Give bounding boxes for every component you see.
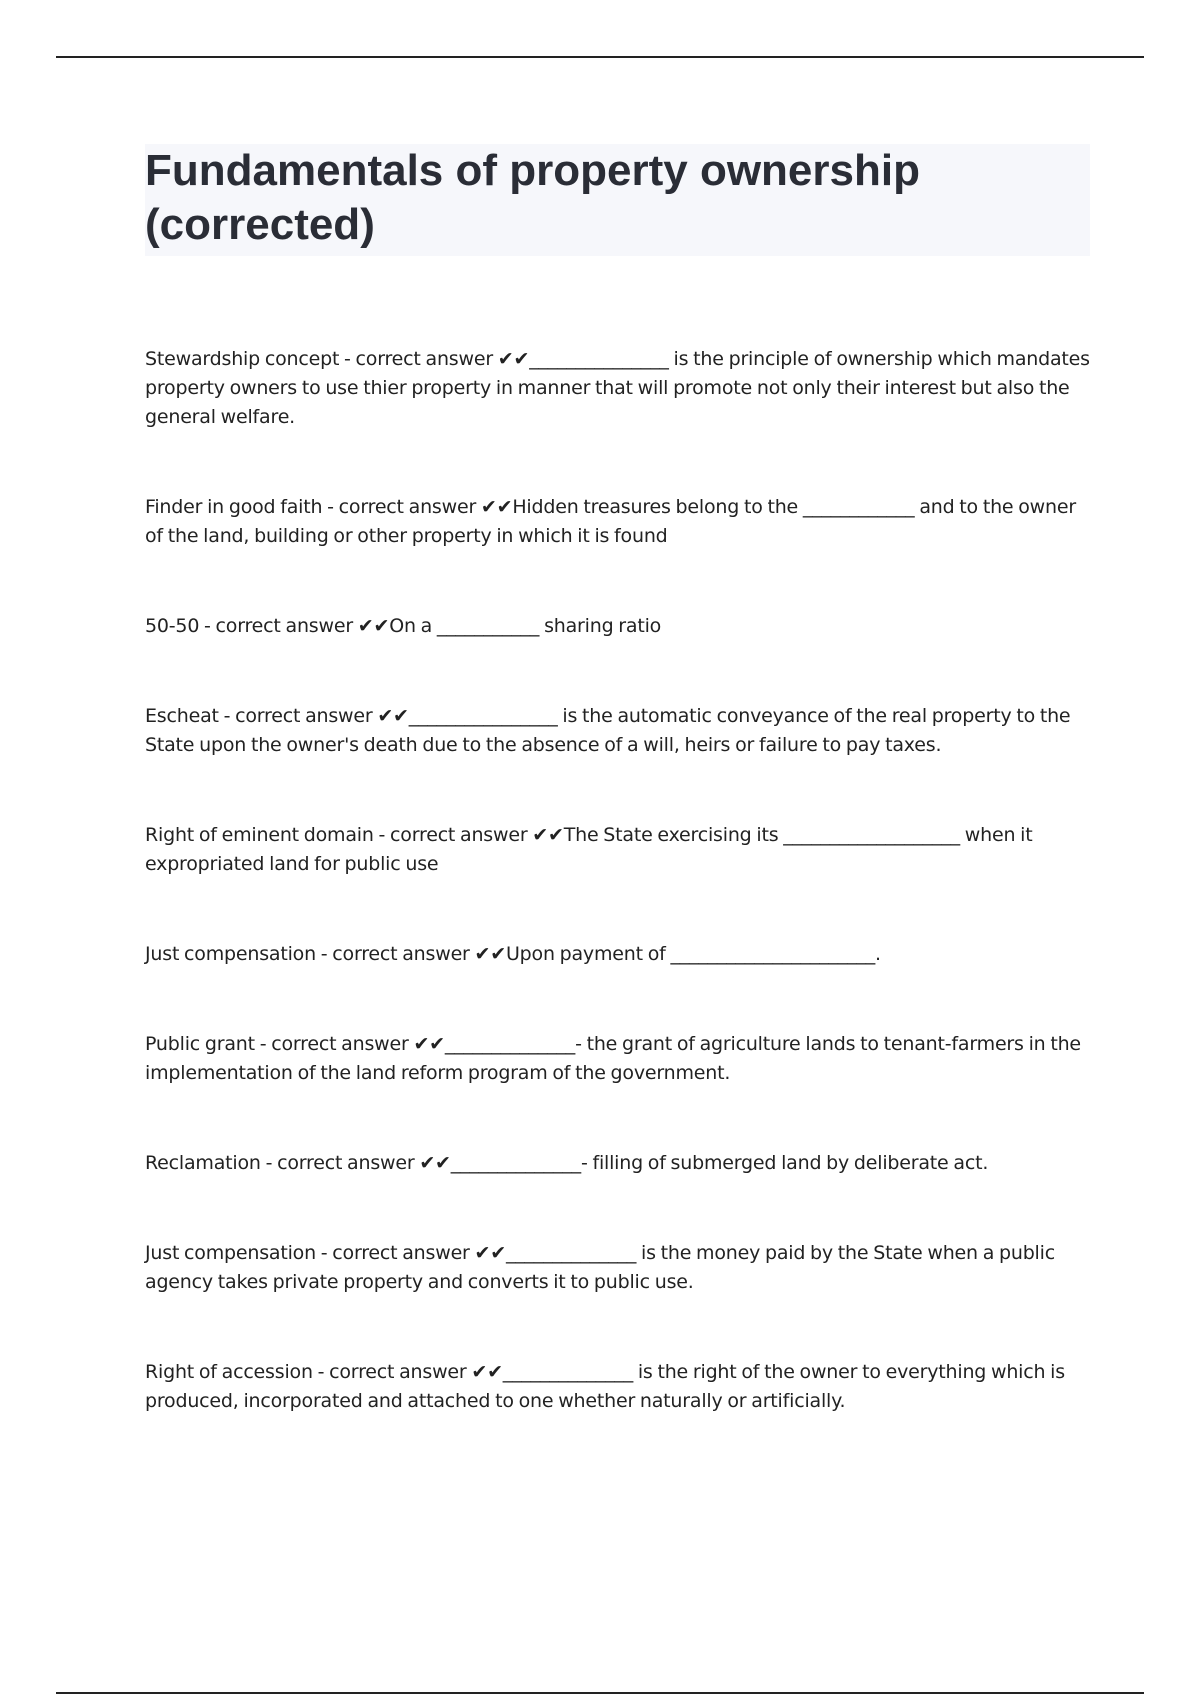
- qa-item-right-of-accession: Right of accession - correct answer ✔✔______________ is the right of the owner to everything which is produced, incorporated and attached to one whether naturally or artificially.: [145, 1361, 1065, 1412]
- qa-item-finder-in-good-faith: Finder in good faith - correct answer ✔✔Hidden treasures belong to the ____________ and to the owner of the land, building or other property in which it is found: [145, 496, 1076, 547]
- qa-item-just-compensation-1: Just compensation - correct answer ✔✔Upon payment of ______________________.: [145, 943, 881, 965]
- qa-item-public-grant: Public grant - correct answer ✔✔______________- the grant of agriculture lands to tenant-farmers in the implementation of the land reform program of the government.: [145, 1033, 1081, 1084]
- title-block: [145, 144, 1090, 256]
- qa-item-stewardship-concept: Stewardship concept - correct answer ✔✔_______________ is the principle of ownership which mandates property owners to use thier property in manner that will promote not only their interest but also the general welfare.: [145, 348, 1090, 428]
- qa-item-50-50: 50-50 - correct answer ✔✔On a ___________ sharing ratio: [145, 615, 662, 637]
- qa-item-right-of-eminent-domain: Right of eminent domain - correct answer ✔✔The State exercising its ___________________ when it expropriated land for public use: [145, 824, 1033, 875]
- qa-list: [145, 345, 1090, 1416]
- qa-item-escheat: Escheat - correct answer ✔✔________________ is the automatic conveyance of the real property to the State upon the owner's death due to the absence of a will, heirs or failure to pay taxes.: [145, 705, 1071, 756]
- top-rule: [56, 56, 1144, 58]
- page-title: Fundamentals of property ownership (corrected): [145, 146, 920, 249]
- qa-item-reclamation: Reclamation - correct answer ✔✔______________- filling of submerged land by deliberate act.: [145, 1152, 989, 1174]
- bottom-rule: [56, 1692, 1144, 1694]
- qa-item-just-compensation-2: Just compensation - correct answer ✔✔______________ is the money paid by the State when a public agency takes private property and converts it to public use.: [145, 1242, 1055, 1293]
